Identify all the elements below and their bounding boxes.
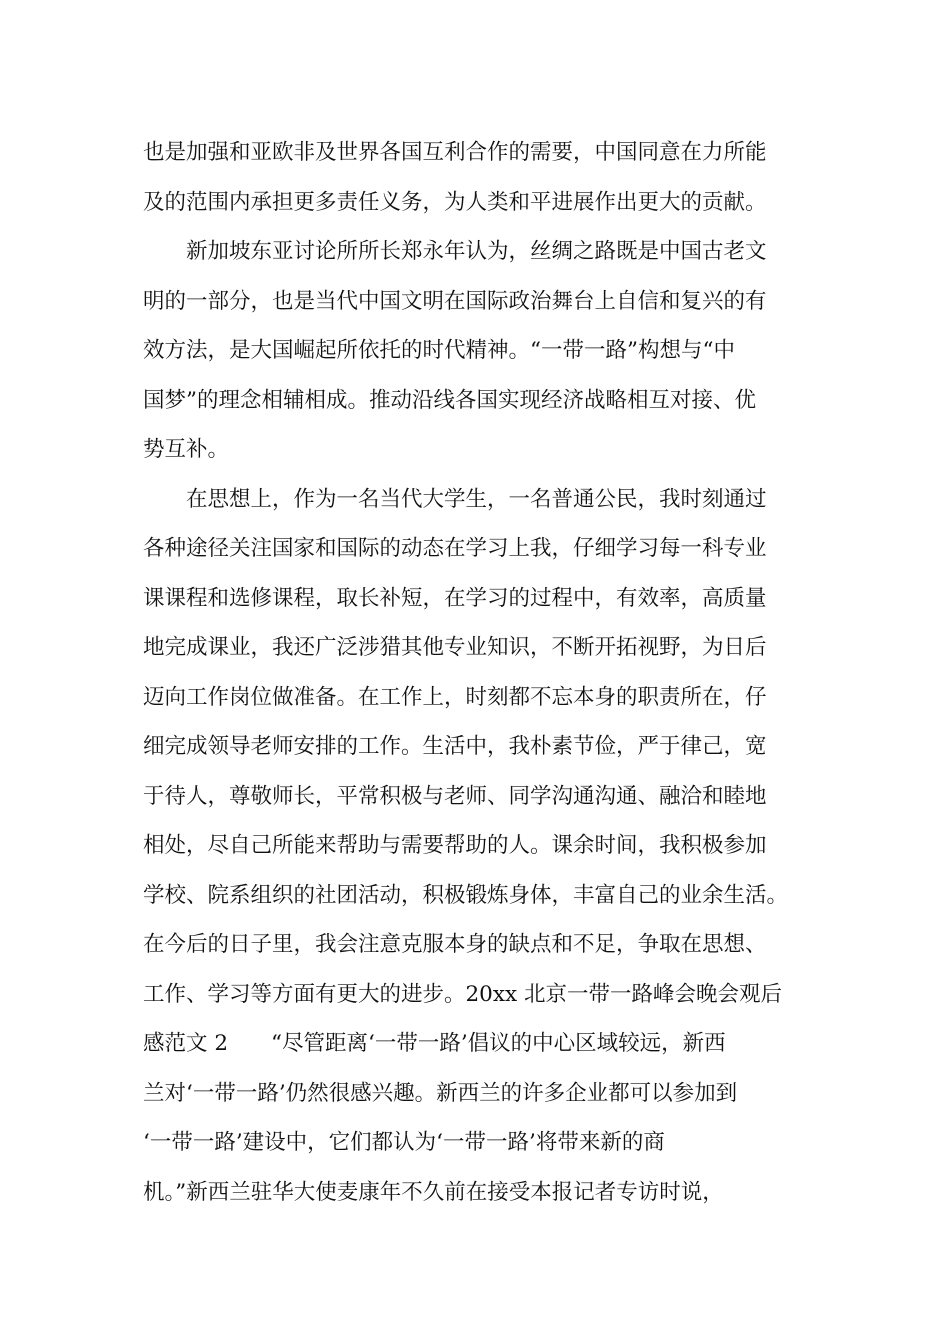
text-line: 迈向工作岗位做准备。在工作上，时刻都不忘本身的职责所在，仔 <box>143 684 767 710</box>
text-line: 相处，尽自己所能来帮助与需要帮助的人。课余时间，我积极参加 <box>143 833 767 858</box>
text-line: 兰对‘一带一路’仍然很感兴趣。新西兰的许多企业都可以参加到 <box>143 1080 738 1106</box>
text-line: 感范文 2 “尽管距离‘一带一路’倡议的中心区域较远，新西 <box>143 1031 726 1056</box>
text-line: 地完成课业，我还广泛涉猎其他专业知识，不断开拓视野，为日后 <box>143 635 767 660</box>
text-line: ‘一带一路’建设中，它们都认为‘一带一路’将带来新的商 <box>143 1130 665 1155</box>
text-line: 及的范围内承担更多责任义务，为人类和平进展作出更大的贡献。 <box>143 189 767 215</box>
text-line: 课课程和选修课程，取长补短，在学习的过程中，有效率，高质量 <box>143 585 767 611</box>
text-line: 国梦”的理念相辅相成。推动沿线各国实现经济战略相互对接、优 <box>143 387 756 413</box>
text-line: 工作、学习等方面有更大的进步。20xx 北京一带一路峰会晚会观后 <box>143 981 782 1007</box>
paragraph-start-line: 新加坡东亚讨论所所长郑永年认为，丝绸之路既是中国古老文 <box>186 239 767 264</box>
text-line: 势互补。 <box>143 437 230 462</box>
text-line: 细完成领导老师安排的工作。生活中，我朴素节俭，严于律己，宽 <box>143 734 767 759</box>
text-line: 各种途径关注国家和国际的动态在学习上我，仔细学习每一科专业 <box>143 536 767 561</box>
body-text <box>143 128 823 1217</box>
text-line: 在今后的日子里，我会注意克服本身的缺点和不足，争取在思想、 <box>143 932 767 957</box>
paragraph-start-line: 在思想上，作为一名当代大学生，一名普通公民，我时刻通过 <box>186 486 767 512</box>
text-line: 效方法，是大国崛起所依托的时代精神。“一带一路”构想与“中 <box>143 338 735 363</box>
text-line: 于待人，尊敬师长，平常积极与老师、同学沟通沟通、融洽和睦地 <box>143 783 767 809</box>
text-line: 学校、院系组织的社团活动，积极锻炼身体，丰富自己的业余生活。 <box>143 882 789 908</box>
text-line: 明的一部分，也是当代中国文明在国际政治舞台上自信和复兴的有 <box>143 288 767 314</box>
text-line: 也是加强和亚欧非及世界各国互利合作的需要，中国同意在力所能 <box>143 140 767 165</box>
text-line: 机。”新西兰驻华大使麦康年不久前在接受本报记者专访时说， <box>143 1179 724 1205</box>
